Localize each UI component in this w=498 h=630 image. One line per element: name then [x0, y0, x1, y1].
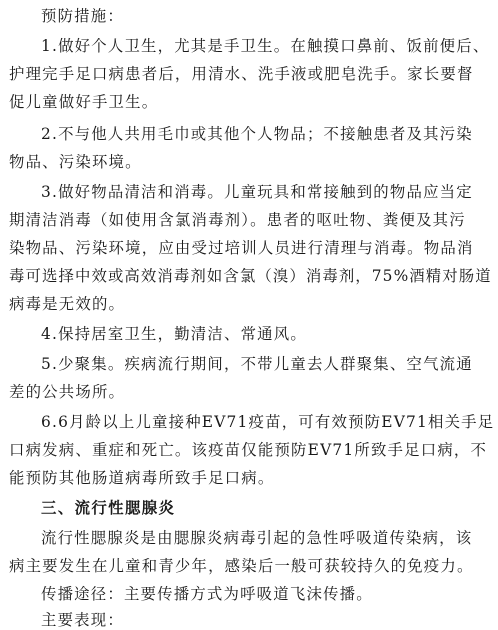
measure-5-line-2: 差的公共场所。: [9, 383, 126, 401]
measure-5-line-1: 5.少聚集。疾病流行期间，不带儿童去人群聚集、空气流通: [41, 355, 473, 373]
mumps-intro-line-1: 流行性腮腺炎是由腮腺炎病毒引起的急性呼吸道传染病，该: [41, 529, 473, 547]
measure-3-line-3: 染物品、污染环境，应由受过培训人员进行清理与消毒。物品消: [9, 239, 474, 257]
measure-2-line-2: 物品、污染环境。: [9, 153, 142, 171]
symptoms-heading: 主要表现：: [41, 611, 124, 629]
prevention-heading: 预防措施：: [41, 7, 124, 25]
measure-6-line-2: 口病发病、重症和死亡。该疫苗仅能预防EV71所致手足口病，不: [9, 441, 488, 459]
measure-4-line-1: 4.保持居室卫生，勤清洁、常通风。: [41, 325, 307, 343]
measure-1-line-1: 1.做好个人卫生，尤其是手卫生。在触摸口鼻前、饭前便后、: [41, 37, 490, 55]
measure-1-line-2: 护理完手足口病患者后，用清水、洗手液或肥皂洗手。家长要督: [9, 65, 474, 83]
transmission-line: 传播途径：主要传播方式为呼吸道飞沫传播。: [41, 585, 373, 603]
measure-3-line-4: 毒可选择中效或高效消毒剂如含氯（溴）消毒剂，75%酒精对肠道: [9, 267, 492, 285]
measure-3-line-2: 期清洁消毒（如使用含氯消毒剂）。患者的呕吐物、粪便及其污: [9, 211, 466, 229]
measure-2-line-1: 2.不与他人共用毛巾或其他个人物品；不接触患者及其污染: [41, 125, 473, 143]
measure-3-line-1: 3.做好物品清洁和消毒。儿童玩具和常接触到的物品应当定: [41, 183, 473, 201]
mumps-intro-line-2: 病主要发生在儿童和青少年，感染后一般可获较持久的免疫力。: [9, 557, 474, 575]
section-heading: 三、流行性腮腺炎: [41, 499, 176, 517]
measure-6-line-1: 6.6月龄以上儿童接种EV71疫苗，可有效预防EV71相关手足: [41, 413, 495, 431]
measure-6-line-3: 能预防其他肠道病毒所致手足口病。: [9, 469, 275, 487]
measure-1-line-3: 促儿童做好手卫生。: [9, 93, 159, 111]
measure-3-line-5: 病毒是无效的。: [9, 295, 126, 313]
